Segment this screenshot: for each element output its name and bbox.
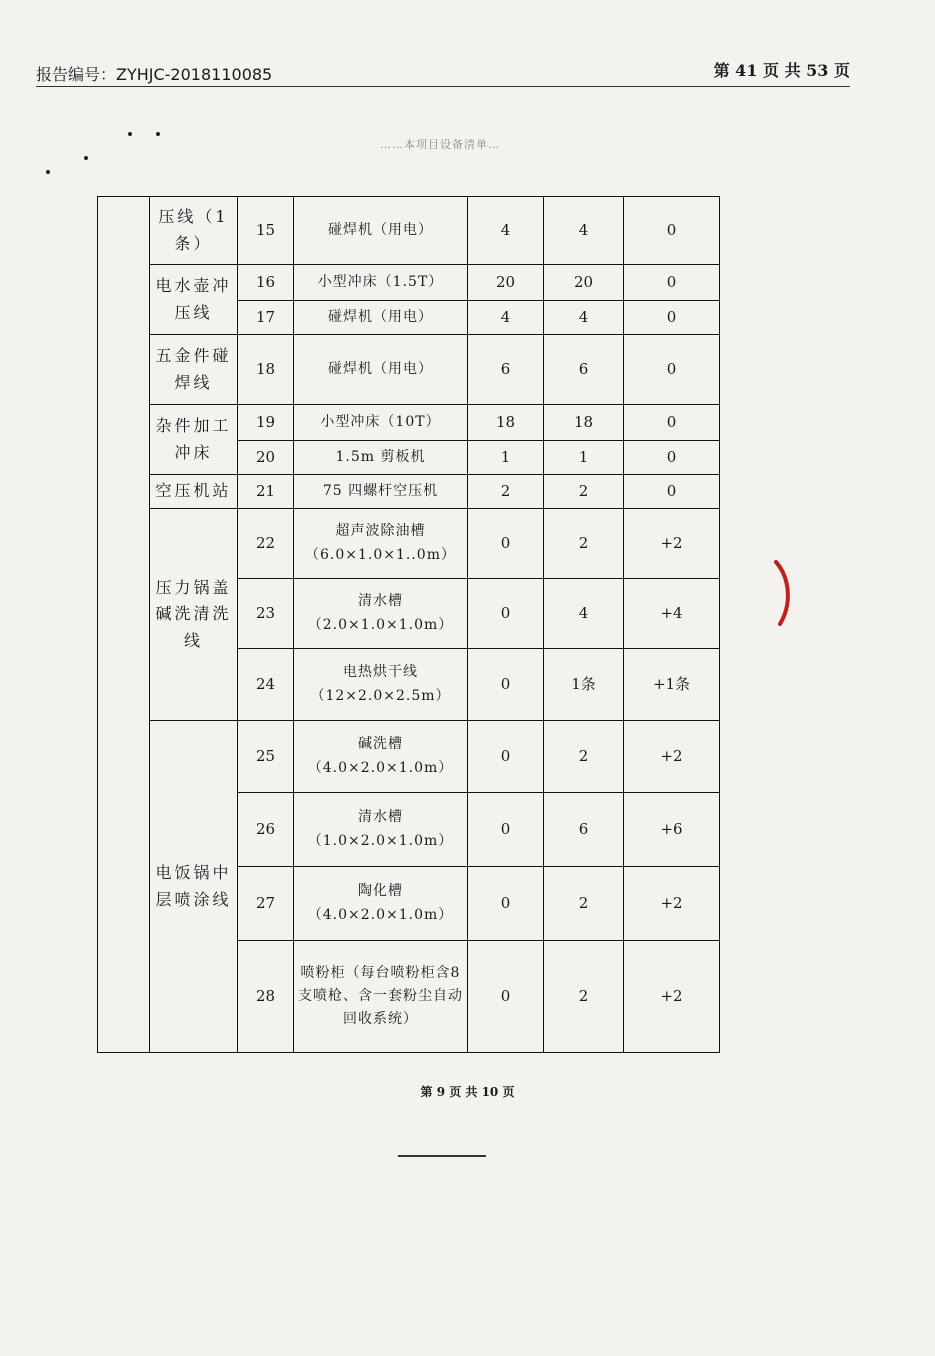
before-count: 6 (468, 335, 544, 405)
row-number: 21 (238, 475, 294, 509)
change-count: +2 (624, 721, 720, 793)
before-count: 0 (468, 649, 544, 721)
group-cell: 杂件加工冲床 (150, 405, 238, 475)
after-count: 4 (544, 301, 624, 335)
before-count: 0 (468, 941, 544, 1053)
table-row (98, 509, 720, 579)
after-count: 2 (544, 941, 624, 1053)
change-count: +2 (624, 509, 720, 579)
row-number: 28 (238, 941, 294, 1053)
speck-dot (46, 170, 50, 174)
group-cell: 电饭锅中层喷涂线 (150, 721, 238, 1053)
row-number: 15 (238, 197, 294, 265)
change-count: +2 (624, 941, 720, 1053)
before-count: 0 (468, 509, 544, 579)
speck-dot (128, 132, 132, 136)
after-count: 6 (544, 793, 624, 867)
after-count: 18 (544, 405, 624, 441)
before-count: 4 (468, 197, 544, 265)
before-count: 2 (468, 475, 544, 509)
after-count: 2 (544, 509, 624, 579)
row-number: 16 (238, 265, 294, 301)
table-row (98, 721, 720, 793)
equipment-name: 超声波除油槽（6.0×1.0×1..0m） (294, 509, 468, 579)
row-number: 22 (238, 509, 294, 579)
equipment-name: 碰焊机（用电） (294, 335, 468, 405)
footer-rule (398, 1155, 486, 1157)
change-count: 0 (624, 265, 720, 301)
before-count: 18 (468, 405, 544, 441)
after-count: 1条 (544, 649, 624, 721)
table-row (98, 265, 720, 301)
group-cell: 五金件碰焊线 (150, 335, 238, 405)
change-count: 0 (624, 405, 720, 441)
group-cell: 电水壶冲压线 (150, 265, 238, 335)
group-cell: 空压机站 (150, 475, 238, 509)
row-number: 24 (238, 649, 294, 721)
row-number: 27 (238, 867, 294, 941)
before-count: 4 (468, 301, 544, 335)
change-count: +6 (624, 793, 720, 867)
equipment-table (97, 196, 720, 1053)
equipment-name: 喷粉柜（每台喷粉柜含8支喷枪、含一套粉尘自动回收系统） (294, 941, 468, 1053)
equipment-name: 小型冲床（10T） (294, 405, 468, 441)
after-count: 2 (544, 867, 624, 941)
left-margin-cell (98, 197, 150, 1053)
table-row (98, 475, 720, 509)
page-number: 第 41 页 共 53 页 (713, 61, 850, 80)
after-count: 4 (544, 579, 624, 649)
equipment-name: 碱洗槽（4.0×2.0×1.0m） (294, 721, 468, 793)
group-cell: 压力锅盖碱洗清洗线 (150, 509, 238, 721)
equipment-name: 电热烘干线（12×2.0×2.5m） (294, 649, 468, 721)
change-count: 0 (624, 335, 720, 405)
change-count: 0 (624, 441, 720, 475)
row-number: 19 (238, 405, 294, 441)
group-cell: 压线（1条） (150, 197, 238, 265)
row-number: 18 (238, 335, 294, 405)
after-count: 1 (544, 441, 624, 475)
row-number: 17 (238, 301, 294, 335)
equipment-name: 清水槽（1.0×2.0×1.0m） (294, 793, 468, 867)
after-count: 2 (544, 475, 624, 509)
equipment-name: 75 四螺杆空压机 (294, 475, 468, 509)
red-pen-mark (768, 558, 798, 628)
faint-caption: ……本项目设备清单… (380, 138, 500, 151)
equipment-name: 碰焊机（用电） (294, 301, 468, 335)
equipment-name: 碰焊机（用电） (294, 197, 468, 265)
equipment-name: 小型冲床（1.5T） (294, 265, 468, 301)
before-count: 0 (468, 793, 544, 867)
row-number: 26 (238, 793, 294, 867)
after-count: 2 (544, 721, 624, 793)
change-count: +1条 (624, 649, 720, 721)
after-count: 20 (544, 265, 624, 301)
after-count: 4 (544, 197, 624, 265)
speck-dot (156, 132, 160, 136)
row-number: 25 (238, 721, 294, 793)
equipment-name: 陶化槽（4.0×2.0×1.0m） (294, 867, 468, 941)
change-count: 0 (624, 301, 720, 335)
speck-dot (84, 156, 88, 160)
inner-page-number: 第 9 页 共 10 页 (420, 1085, 515, 1099)
change-count: +4 (624, 579, 720, 649)
before-count: 0 (468, 579, 544, 649)
row-number: 20 (238, 441, 294, 475)
equipment-name: 1.5m 剪板机 (294, 441, 468, 475)
before-count: 0 (468, 721, 544, 793)
change-count: +2 (624, 867, 720, 941)
table-row (98, 197, 720, 265)
before-count: 20 (468, 265, 544, 301)
change-count: 0 (624, 197, 720, 265)
after-count: 6 (544, 335, 624, 405)
equipment-name: 清水槽（2.0×1.0×1.0m） (294, 579, 468, 649)
page-header (36, 56, 850, 87)
report-number: 报告编号：ZYHJC-2018110085 (36, 65, 273, 84)
before-count: 1 (468, 441, 544, 475)
change-count: 0 (624, 475, 720, 509)
before-count: 0 (468, 867, 544, 941)
table-row (98, 335, 720, 405)
table-row (98, 405, 720, 441)
row-number: 23 (238, 579, 294, 649)
